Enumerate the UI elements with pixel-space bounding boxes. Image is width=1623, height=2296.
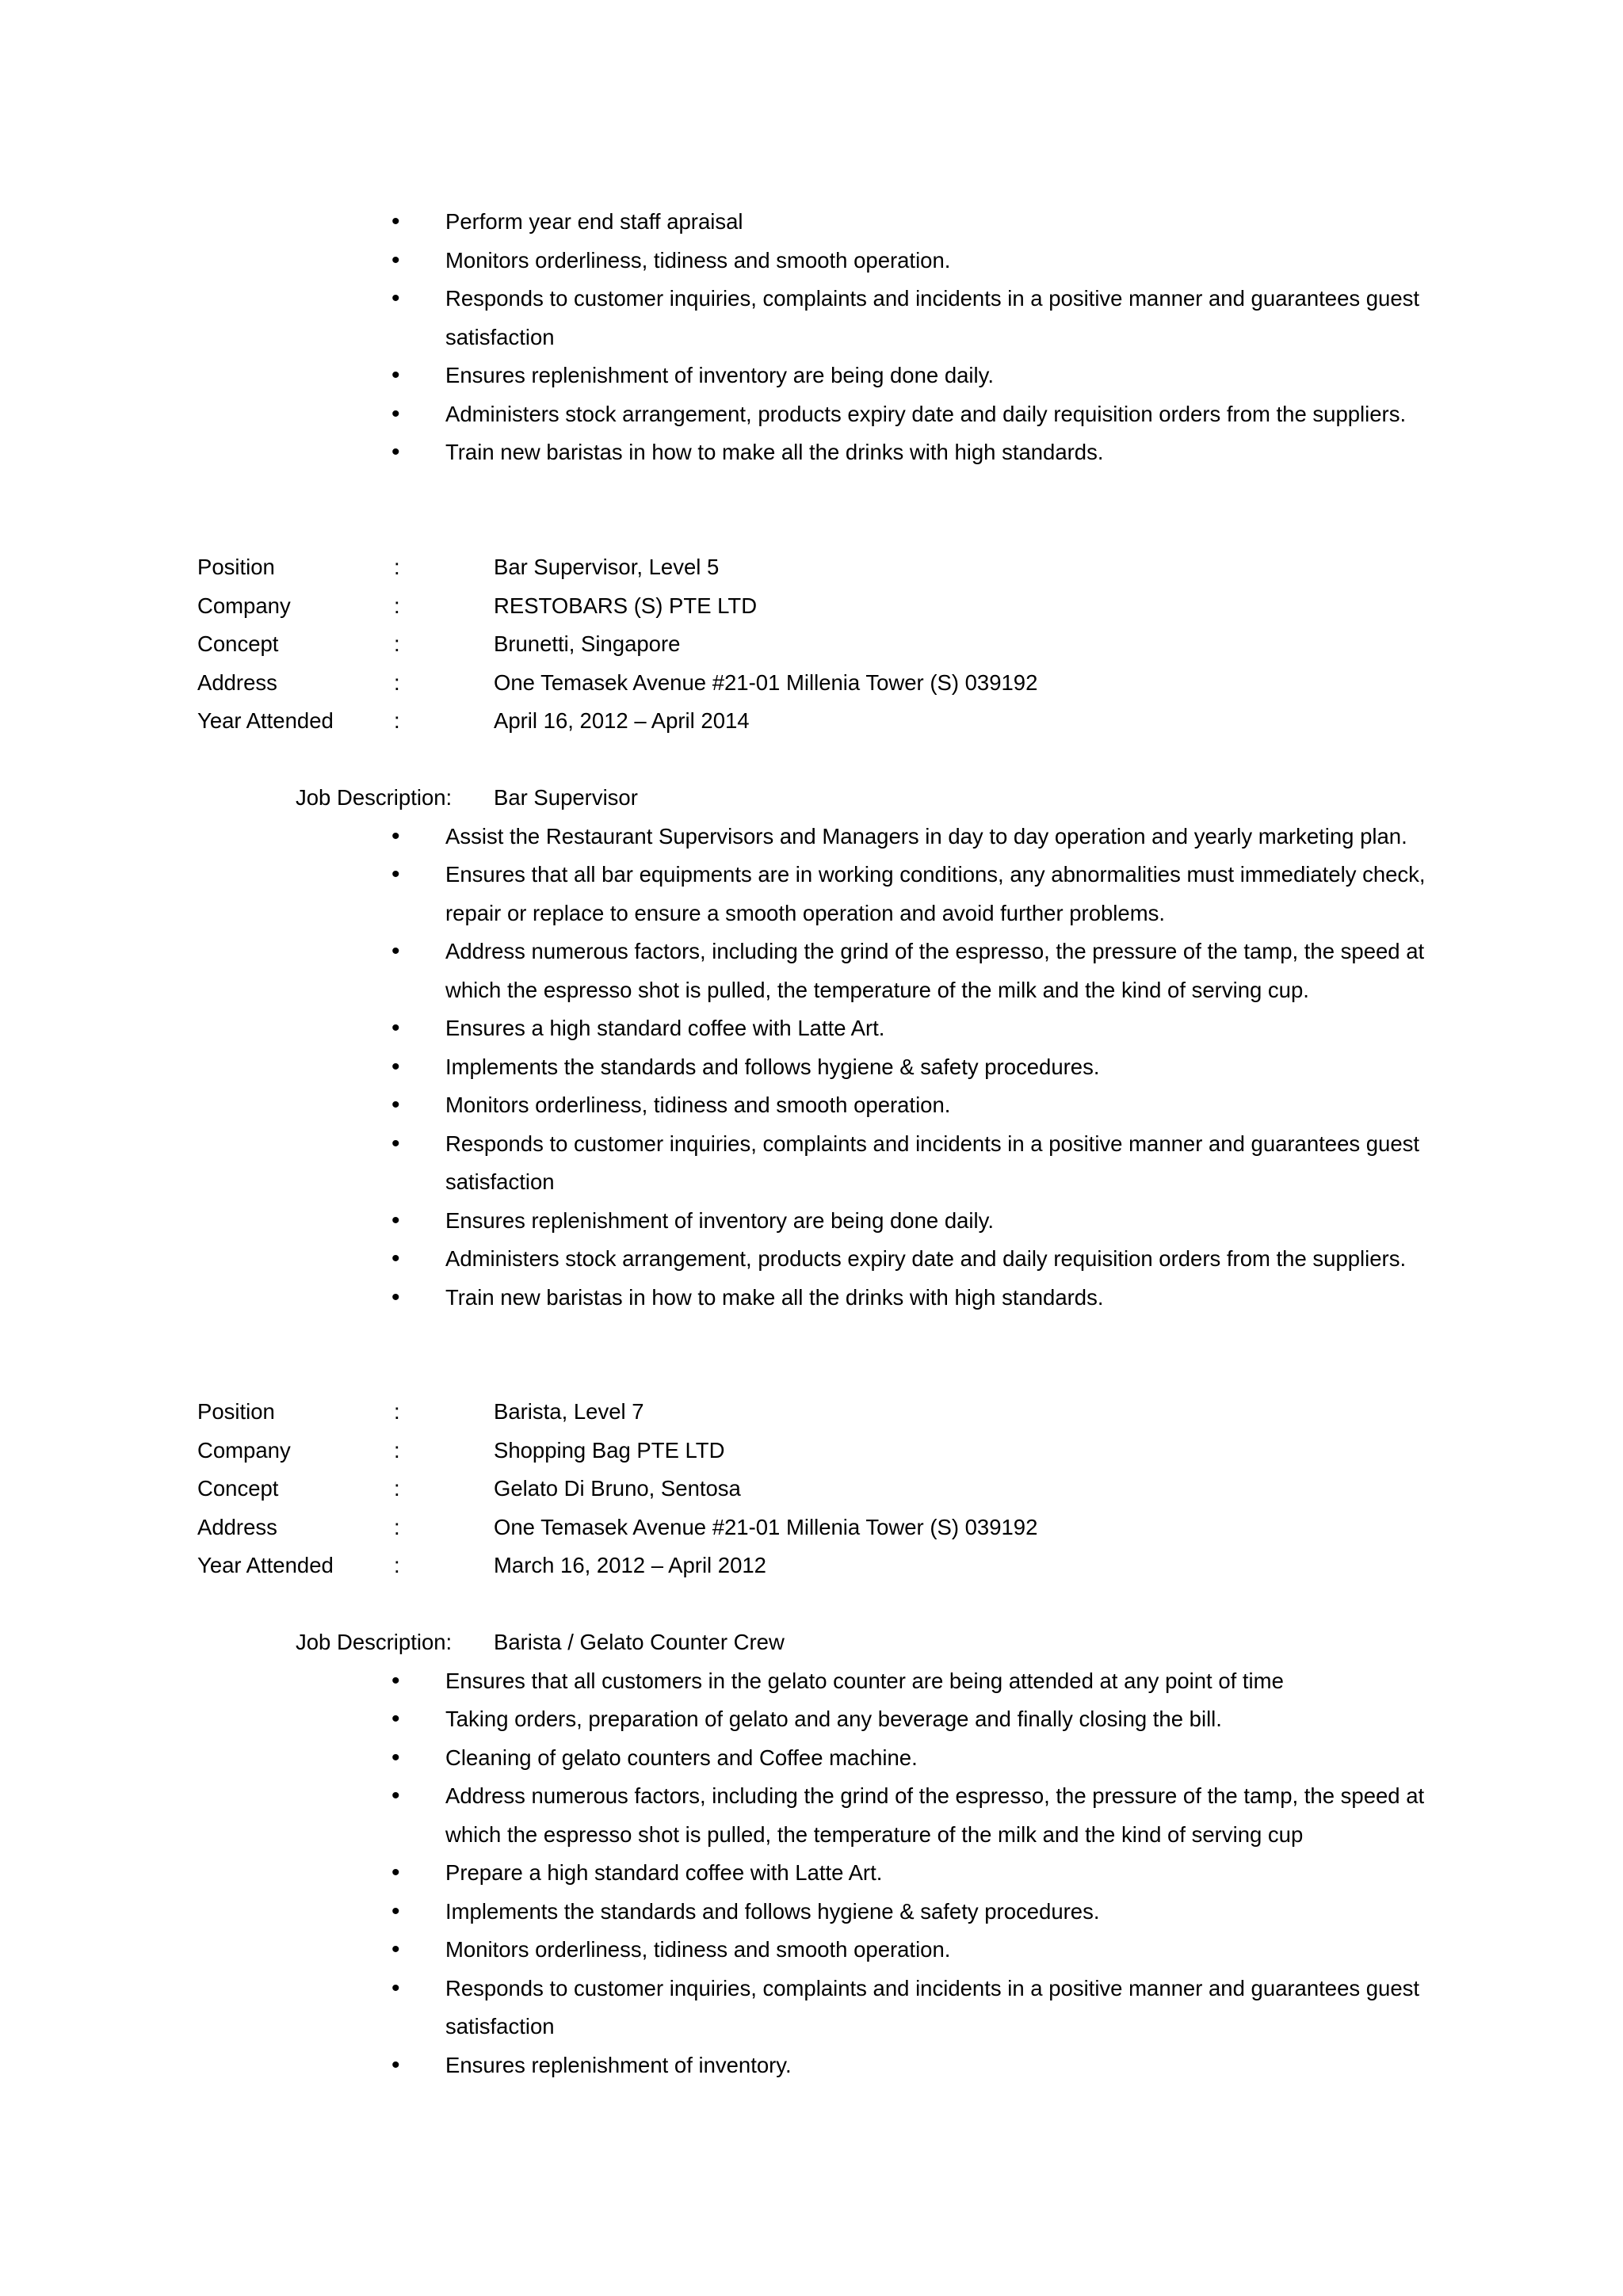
job-duties-list [0,1662,1623,2085]
year-attended-row [0,702,1623,741]
colon: : [394,1514,400,1539]
position-value: Barista, Level 7 [494,1399,644,1424]
concept-label: Concept [197,1476,279,1501]
previous-job-duties-list [0,203,1623,472]
company-value: RESTOBARS (S) PTE LTD [494,593,758,618]
year-attended-label: Year Attended [197,708,334,733]
company-row [0,1432,1623,1470]
duty-item: • Address numerous factors, including the grind of the espresso, the pressure of the tamp, the speed at which the espresso shot is pulled, the temperature of the milk and the kind of serving cup. [0,933,1623,1009]
colon: : [394,555,400,579]
company-label: Company [197,593,291,618]
colon: : [394,1399,400,1424]
concept-row [0,625,1623,664]
position-label: Position [197,555,275,579]
duty-item: • Taking orders, preparation of gelato and any beverage and finally closing the bill. [0,1700,1623,1739]
duty-item: • Address numerous factors, including the grind of the espresso, the pressure of the tamp, the speed at which the espresso shot is pulled, the temperature of the milk and the kind of serving cup [0,1777,1623,1854]
duty-item: • Implements the standards and follows hygiene & safety procedures. [0,1048,1623,1087]
duty-item: • Train new baristas in how to make all the drinks with high standards. [0,1279,1623,1318]
job-description-label: Job Description: [296,785,453,810]
job-description-row [0,779,1623,818]
duty-item: • Ensures that all bar equipments are in working conditions, any abnormalities must immediately check, repair or replace to ensure a smooth operation and avoid further problems. [0,856,1623,933]
concept-value: Brunetti, Singapore [494,631,681,656]
duty-item: • Ensures that all customers in the gelato counter are being attended at any point of time [0,1662,1623,1701]
duty-item: • Administers stock arrangement, products expiry date and daily requisition orders from the suppliers. [0,1240,1623,1279]
duty-item: • Ensures replenishment of inventory. [0,2046,1623,2085]
duty-item: • Responds to customer inquiries, complaints and incidents in a positive manner and guarantees guest satisfaction [0,1125,1623,1202]
duty-item: • Ensures replenishment of inventory are being done daily. [0,357,1623,395]
duty-item: • Perform year end staff apraisal [0,203,1623,242]
address-row [0,664,1623,703]
duty-item: • Cleaning of gelato counters and Coffee machine. [0,1739,1623,1778]
duty-item: • Ensures a high standard coffee with Latte Art. [0,1009,1623,1048]
year-attended-value: April 16, 2012 – April 2014 [494,708,750,733]
address-label: Address [197,669,277,695]
duty-item: • Prepare a high standard coffee with Latte Art. [0,1854,1623,1893]
colon: : [394,1553,400,1577]
concept-row [0,1470,1623,1508]
colon: : [394,1476,400,1501]
concept-value: Gelato Di Bruno, Sentosa [494,1476,741,1501]
year-attended-label: Year Attended [197,1553,334,1577]
job-title: Barista / Gelato Counter Crew [494,1630,785,1654]
address-row [0,1508,1623,1547]
duty-item: • Responds to customer inquiries, complaints and incidents in a positive manner and guarantees guest satisfaction [0,1970,1623,2046]
company-row [0,587,1623,626]
colon: : [394,1437,400,1463]
duty-item: • Train new baristas in how to make all the drinks with high standards. [0,433,1623,472]
duty-item: • Administers stock arrangement, products expiry date and daily requisition orders from the suppliers. [0,395,1623,434]
job-entry-bar-supervisor [0,548,1623,1317]
duty-item: • Implements the standards and follows hygiene & safety procedures. [0,1893,1623,1932]
duty-item: • Monitors orderliness, tidiness and smooth operation. [0,1931,1623,1970]
position-row [0,1393,1623,1432]
address-value: One Temasek Avenue #21-01 Millenia Tower (S) 039192 [494,1514,1038,1539]
address-label: Address [197,1514,277,1539]
duty-item: • Responds to customer inquiries, complaints and incidents in a positive manner and guarantees guest satisfaction [0,280,1623,357]
job-duties-list [0,818,1623,1318]
company-value: Shopping Bag PTE LTD [494,1437,725,1463]
colon: : [394,631,400,656]
year-attended-value: March 16, 2012 – April 2012 [494,1553,766,1577]
job-title: Bar Supervisor [494,785,638,810]
colon: : [394,708,400,733]
position-label: Position [197,1399,275,1424]
concept-label: Concept [197,631,279,656]
duty-item: • Assist the Restaurant Supervisors and Managers in day to day operation and yearly marketing plan. [0,818,1623,856]
colon: : [394,669,400,695]
duty-item: • Ensures replenishment of inventory are being done daily. [0,1202,1623,1241]
job-description-label: Job Description: [296,1630,453,1654]
address-value: One Temasek Avenue #21-01 Millenia Tower (S) 039192 [494,669,1038,695]
year-attended-row [0,1547,1623,1585]
duty-item: • Monitors orderliness, tidiness and smooth operation. [0,1086,1623,1125]
colon: : [394,593,400,618]
company-label: Company [197,1437,291,1463]
job-description-row [0,1623,1623,1662]
duty-item: • Monitors orderliness, tidiness and smooth operation. [0,242,1623,280]
position-value: Bar Supervisor, Level 5 [494,555,720,579]
job-entry-barista [0,1393,1623,2084]
position-row [0,548,1623,587]
